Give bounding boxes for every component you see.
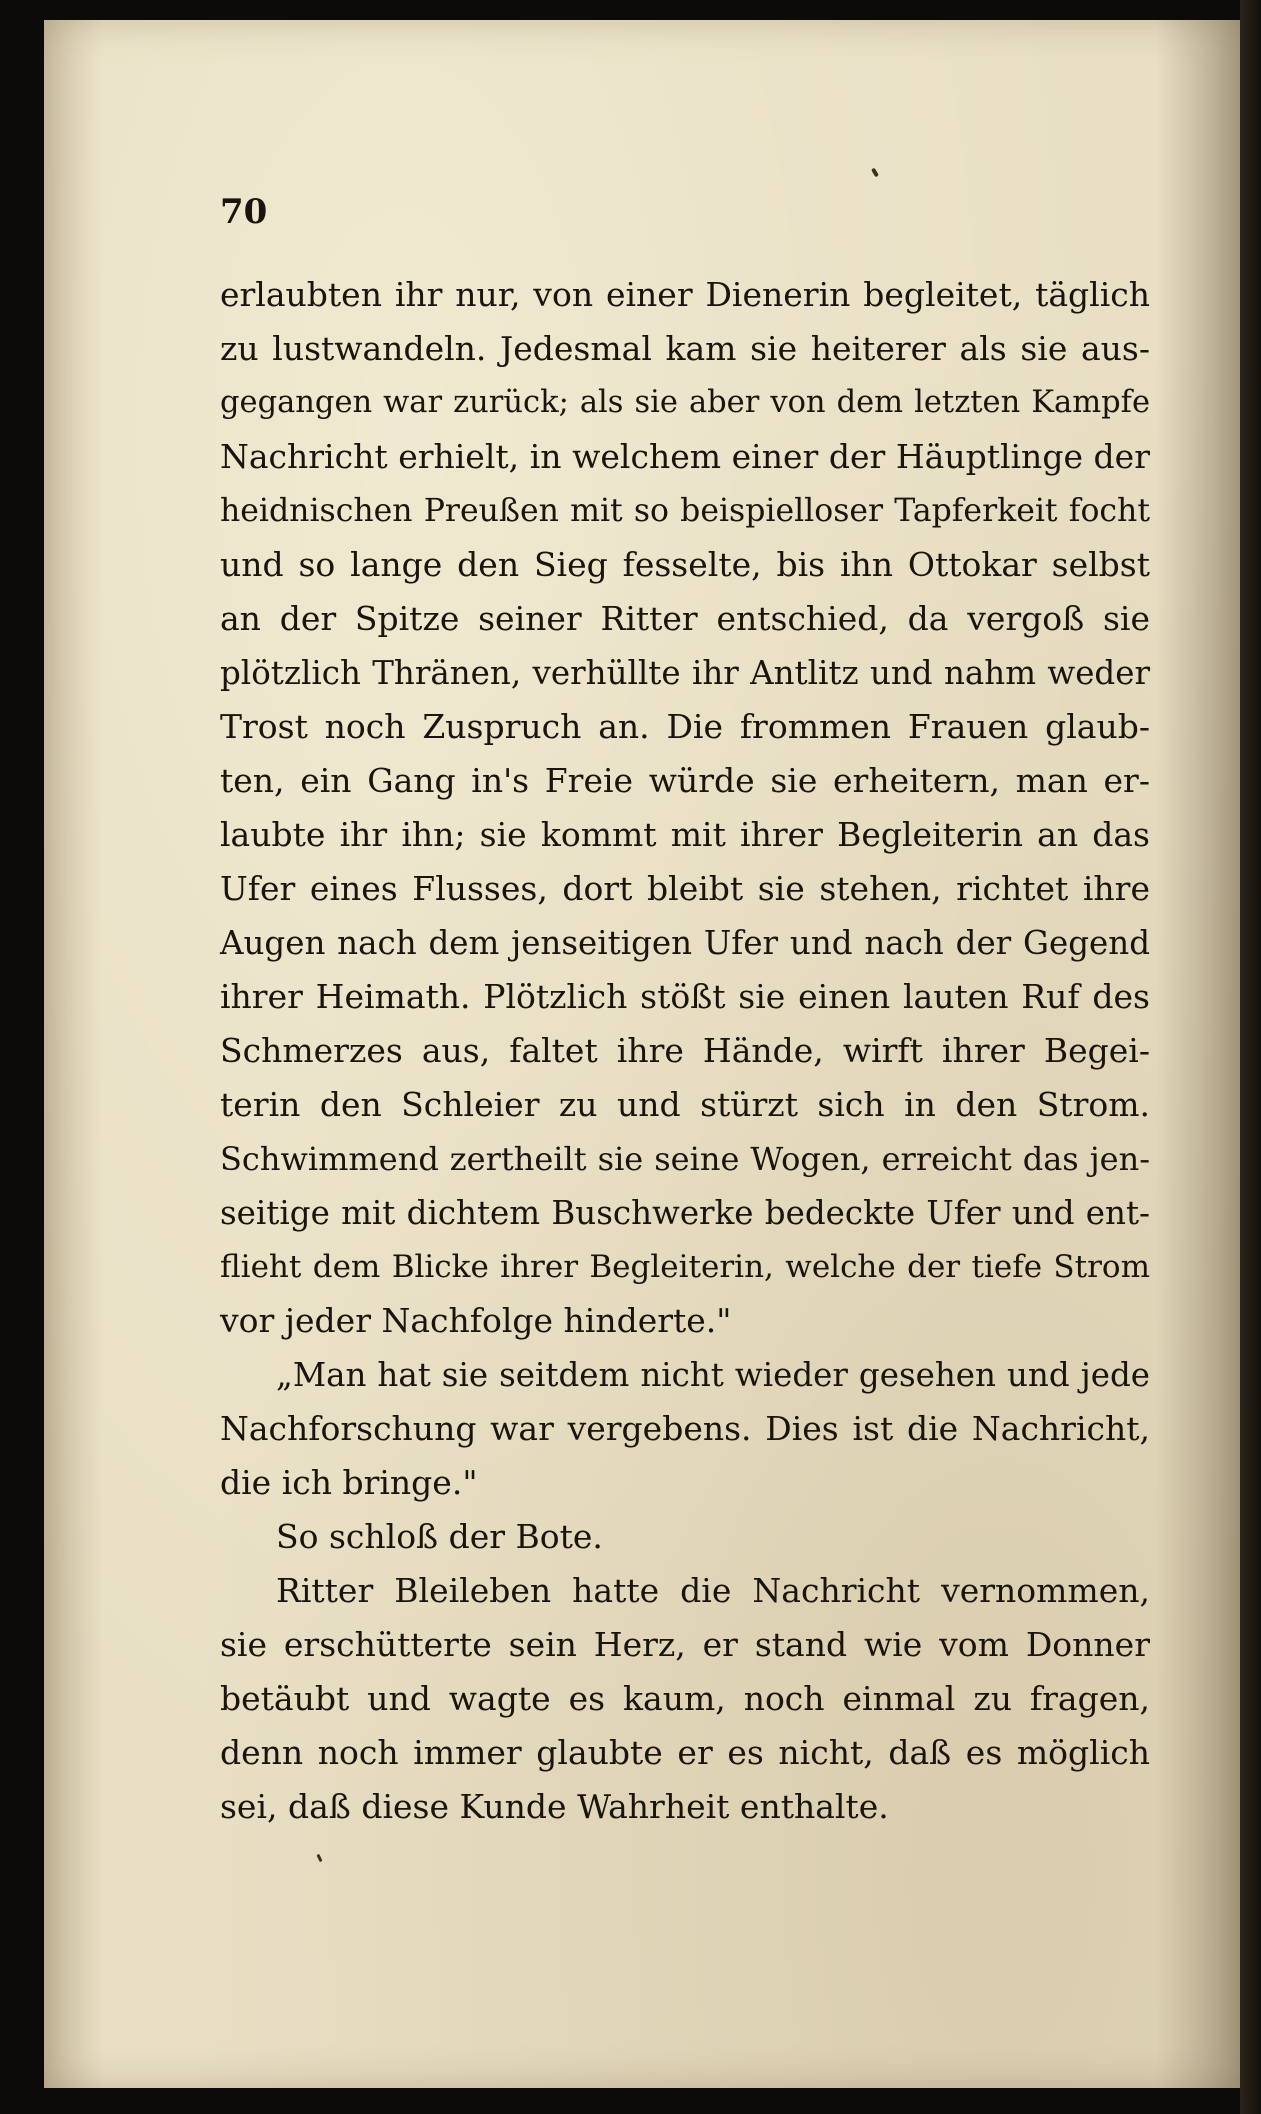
text-line: Nachforschung war vergebens. Dies ist die Nachricht,: [220, 1409, 1150, 1448]
text-line: die ich bringe.": [220, 1463, 478, 1502]
text-line: sei, daß diese Kunde Wahrheit enthalte.: [220, 1787, 889, 1826]
text-line: ten, ein Gang in's Freie würde sie erheitern, man er-: [220, 761, 1150, 800]
text-line: laubte ihr ihn; sie kommt mit ihrer Begleiterin an das: [220, 815, 1150, 854]
text-line: erlaubten ihr nur, von einer Dienerin begleitet, täglich: [220, 275, 1150, 314]
text-line: plötzlich Thränen, verhüllte ihr Antlitz und nahm weder: [220, 654, 1150, 692]
text-line: Schmerzes aus, faltet ihre Hände, wirft ihrer Begei-: [220, 1031, 1150, 1070]
text-line: vor jeder Nachfolge hinderte.": [220, 1301, 732, 1340]
text-line: Ritter Bleileben hatte die Nachricht vernommen,: [276, 1571, 1150, 1610]
text-line: flieht dem Blicke ihrer Begleiterin, welche der tiefe Strom: [220, 1249, 1150, 1285]
page-edge-shadow: [1240, 0, 1261, 2114]
text-line: seitige mit dichtem Buschwerke bedeckte Ufer und ent-: [220, 1194, 1150, 1232]
text-line: betäubt und wagte es kaum, noch einmal zu fragen,: [220, 1679, 1150, 1718]
text-line: heidnischen Preußen mit so beispielloser Tapferkeit focht: [220, 493, 1150, 529]
text-line: und so lange den Sieg fesselte, bis ihn Ottokar selbst: [220, 545, 1150, 584]
text-line: Schwimmend zertheilt sie seine Wogen, erreicht das jen-: [220, 1140, 1150, 1178]
text-line: ihrer Heimath. Plötzlich stößt sie einen lauten Ruf des: [220, 977, 1150, 1016]
text-line: Ufer eines Flusses, dort bleibt sie stehen, richtet ihre: [220, 869, 1150, 908]
page-number: 70: [220, 192, 268, 232]
text-line: So schloß der Bote.: [276, 1517, 603, 1556]
text-line: Trost noch Zuspruch an. Die frommen Frauen glaub-: [220, 707, 1150, 746]
text-line: Augen nach dem jenseitigen Ufer und nach der Gegend: [220, 924, 1150, 962]
text-line: „Man hat sie seitdem nicht wieder gesehen und jede: [276, 1356, 1150, 1394]
text-line: gegangen war zurück; als sie aber von dem letzten Kampfe: [220, 385, 1150, 420]
text-line: an der Spitze seiner Ritter entschied, da vergoß sie: [220, 599, 1150, 638]
text-line: terin den Schleier zu und stürzt sich in den Strom.: [220, 1085, 1150, 1124]
text-line: denn noch immer glaubte er es nicht, daß es möglich: [220, 1733, 1150, 1772]
text-line: Nachricht erhielt, in welchem einer der Häuptlinge der: [220, 437, 1150, 476]
text-line: zu lustwandeln. Jedesmal kam sie heiterer als sie aus-: [220, 329, 1150, 368]
text-line: sie erschütterte sein Herz, er stand wie vom Donner: [220, 1625, 1150, 1664]
